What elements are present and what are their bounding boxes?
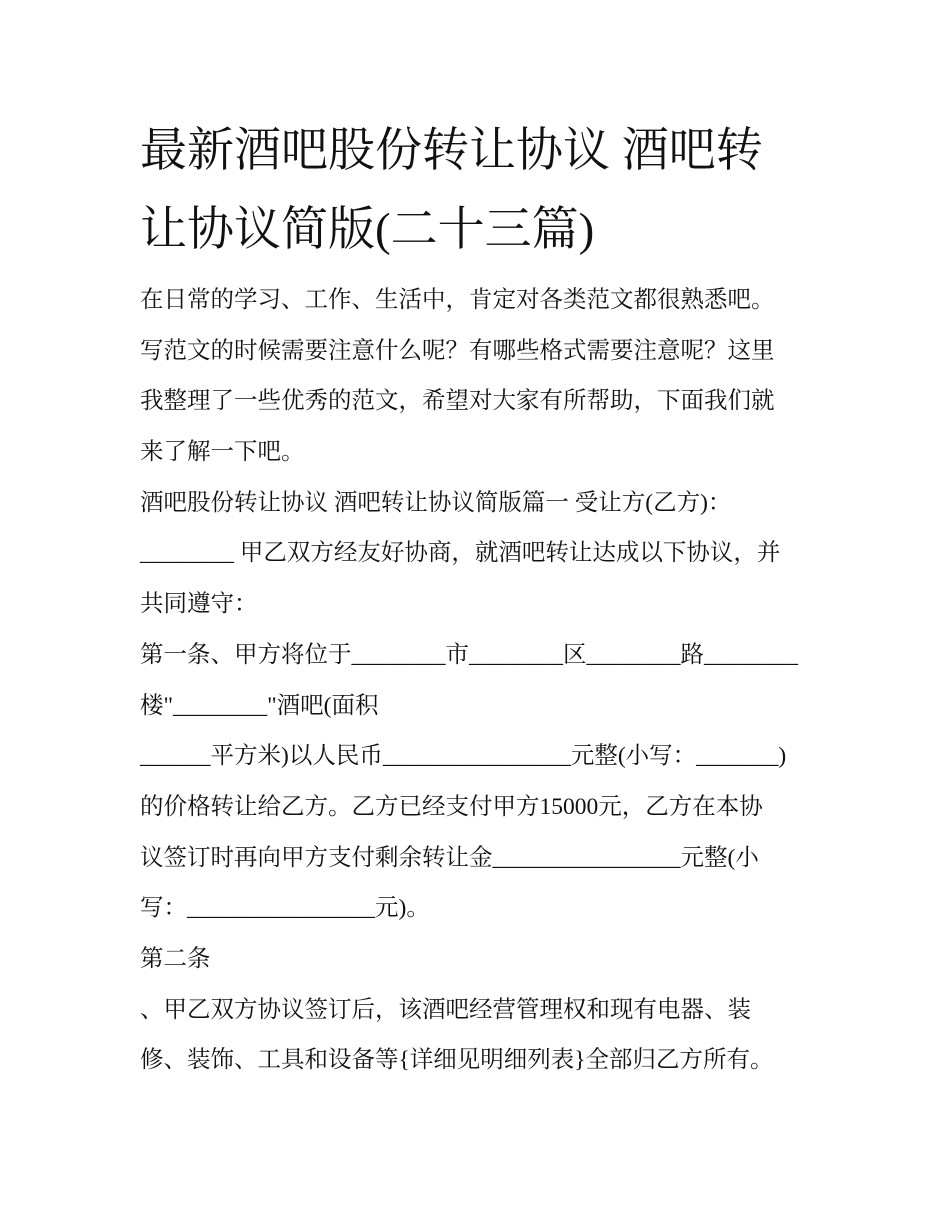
article-one-line: 楼"________"酒吧(面积 xyxy=(140,692,379,719)
article-one-line: 写：________________元)。 xyxy=(140,895,430,922)
article-one-line: 议签订时再向甲方支付剩余转让金________________元整(小 xyxy=(140,844,759,871)
intro-line: 来了解一下吧。 xyxy=(140,439,305,466)
intro-line: 写范文的时候需要注意什么呢？有哪些格式需要注意呢？这里 xyxy=(140,337,775,364)
section-heading-line: 酒吧股份转让协议 酒吧转让协议简版篇一 受让方(乙方)： xyxy=(140,489,732,516)
intro-line: 我整理了一些优秀的范文，希望对大家有所帮助，下面我们就 xyxy=(140,388,775,415)
article-two-line: 、甲乙双方协议签订后，该酒吧经营管理权和现有电器、装 xyxy=(140,996,751,1023)
document-title xyxy=(140,112,840,270)
intro-line: 在日常的学习、工作、生活中，肯定对各类范文都很熟悉吧。 xyxy=(140,287,775,313)
article-two-heading: 第二条 xyxy=(140,945,211,972)
title-line: 最新酒吧股份转让协议 酒吧转 xyxy=(140,125,763,177)
article-one-line: 的价格转让给乙方。乙方已经支付甲方15000元，乙方在本协 xyxy=(140,793,763,820)
article-one-line: 第一条、甲方将位于________市________区________路________ xyxy=(140,641,798,668)
title-line: 让协议简版(二十三篇) xyxy=(140,204,595,256)
paragraph-line: 共同遵守： xyxy=(140,591,258,618)
paragraph-line: ________ 甲乙双方经友好协商，就酒吧转让达成以下协议，并 xyxy=(140,540,781,567)
article-two-line: 修、装饰、工具和设备等{详细见明细列表}全部归乙方所有。 xyxy=(140,1047,774,1074)
document-body xyxy=(140,280,830,1091)
article-one-line: ______平方米)以人民币________________元整(小写：_______) xyxy=(140,743,787,770)
